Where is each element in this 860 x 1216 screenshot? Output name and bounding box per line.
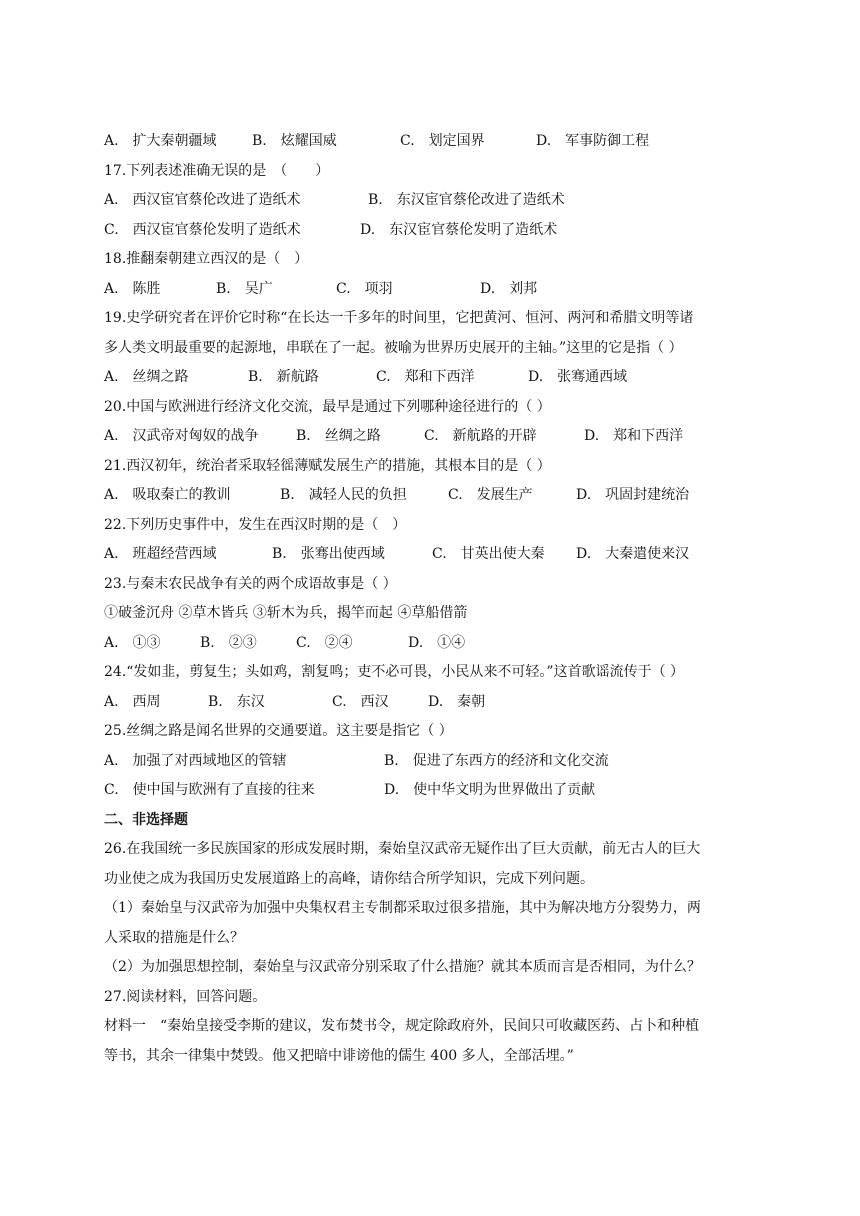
options-q21 <box>104 481 764 511</box>
options-q17-row2 <box>104 216 764 246</box>
options-q20 <box>104 422 764 452</box>
option-a: A. 吸取秦亡的教训 <box>104 487 231 503</box>
option-b: B. 东汉 <box>208 693 265 710</box>
options-q24 <box>104 688 764 718</box>
question-25: 25.丝绸之路是闻名世界的交通要道。这主要是指它（ ） <box>104 723 453 739</box>
option-b: B. 减轻人民的负担 <box>280 487 407 503</box>
options-q25-row2 <box>104 776 764 806</box>
question-26-part1-line2: 人采取的措施是什么？ <box>104 929 244 946</box>
option-b: B. 丝绸之路 <box>296 428 381 444</box>
question-23: 23.与秦末农民战争有关的两个成语故事是（ ） <box>104 575 397 592</box>
option-b: B. 东汉宦官蔡伦改进了造纸术 <box>368 192 565 208</box>
option-d: D. 郑和下西洋 <box>584 428 684 444</box>
option-b: B. 新航路 <box>248 369 319 385</box>
question-21: 21.西汉初年，统治者采取轻徭薄赋发展生产的措施，其根本目的是（ ） <box>104 457 551 474</box>
option-d: D. ①④ <box>408 634 466 651</box>
option-d: D. 东汉宦官蔡伦发明了造纸术 <box>360 221 558 238</box>
option-c: C. 郑和下西洋 <box>376 369 475 385</box>
options-q16 <box>104 127 764 157</box>
option-a: A. 西汉宦官蔡伦改进了造纸术 <box>104 192 301 208</box>
options-q18 <box>104 275 764 305</box>
option-c: C. 发展生产 <box>448 487 533 503</box>
options-q23 <box>104 629 764 659</box>
option-c: C. 项羽 <box>336 280 393 297</box>
option-d: D. 张骞通西域 <box>528 369 628 385</box>
option-b: B. 炫耀国威 <box>252 133 337 149</box>
option-c: C. 西汉宦官蔡伦发明了造纸术 <box>104 221 301 238</box>
option-a: A. 西周 <box>104 693 161 710</box>
question-23-items: ①破釜沉舟 ②草木皆兵 ③斩木为兵，揭竿而起 ④草船借箭 <box>104 605 468 621</box>
option-c: C. 甘英出使大秦 <box>432 546 545 562</box>
question-18: 18.推翻秦朝建立西汉的是（ ） <box>104 251 309 267</box>
option-a: A. 班超经营西域 <box>104 546 217 562</box>
option-a: A. 汉武帝对匈奴的战争 <box>104 428 259 444</box>
question-20: 20.中国与欧洲进行经济文化交流，最早是通过下列哪种途径进行的（ ） <box>104 398 551 415</box>
option-b: B. 吴广 <box>216 280 273 297</box>
option-a: A. 陈胜 <box>104 280 161 297</box>
question-19-line2: 多人类文明最重要的起源地，串联在了一起。被喻为世界历史展开的主轴。”这里的它是指（ ） <box>104 339 683 356</box>
question-26-line2: 功业使之成为我国历史发展道路上的高峰，请你结合所学知识，完成下列问题。 <box>104 870 594 887</box>
option-b: B. 张骞出使西域 <box>272 546 385 562</box>
option-c: C. 使中国与欧洲有了直接的往来 <box>104 782 315 798</box>
section-heading: 二、非选择题 <box>104 811 188 828</box>
options-q19 <box>104 363 764 393</box>
option-d: D. 刘邦 <box>480 280 538 297</box>
option-d: D. 巩固封建统治 <box>576 487 690 503</box>
options-q17-row1 <box>104 186 764 216</box>
question-22: 22.下列历史事件中，发生在西汉时期的是（ ） <box>104 516 407 533</box>
question-26-part1-line1: （1）秦始皇与汉武帝为加强中央集权君主专制都采取过很多措施，其中为解决地方分裂势力，两 <box>104 900 701 916</box>
option-b: B. 促进了东西方的经济和文化交流 <box>384 752 609 769</box>
option-d: D. 军事防御工程 <box>536 133 650 149</box>
question-26-part2: （2）为加强思想控制，秦始皇与汉武帝分别采取了什么措施？就其本质而言是否相同，为什么？ <box>104 959 701 975</box>
option-d: D. 秦朝 <box>428 693 486 710</box>
option-c: C. 西汉 <box>332 693 389 710</box>
question-27: 27.阅读材料，回答问题。 <box>104 988 267 1005</box>
option-c: C. 新航路的开辟 <box>424 428 537 444</box>
option-a: A. ①③ <box>104 634 161 651</box>
material-1-line2: 等书，其余一律集中焚毁。他又把暗中诽谤他的儒生 400 多人，全部活埋。” <box>104 1047 574 1064</box>
option-a: A. 扩大秦朝疆域 <box>104 133 217 149</box>
option-d: D. 使中华文明为世界做出了贡献 <box>384 782 596 798</box>
question-24: 24.“发如韭，剪复生；头如鸡，割复鸣；吏不必可畏，小民从来不可轻。”这首歌谣流传于（ ） <box>104 664 685 680</box>
option-d: D. 大秦遣使来汉 <box>576 546 690 562</box>
option-a: A. 加强了对西域地区的管辖 <box>104 752 287 769</box>
options-q22 <box>104 540 764 570</box>
exam-page <box>104 127 764 1071</box>
option-a: A. 丝绸之路 <box>104 369 189 385</box>
option-b: B. ②③ <box>200 634 257 651</box>
options-q25-row1 <box>104 747 764 777</box>
option-c: C. ②④ <box>296 634 353 651</box>
question-17: 17.下列表述准确无误的是 （ ） <box>104 162 330 179</box>
question-19-line1: 19.史学研究者在评价它时称“在长达一千多年的时间里，它把黄河、恒河、两河和希腊文明等诸 <box>104 310 694 326</box>
question-26-line1: 26.在我国统一多民族国家的形成发展时期，秦始皇汉武帝无疑作出了巨大贡献，前无古人的巨大 <box>104 841 701 857</box>
option-c: C. 划定国界 <box>400 133 485 149</box>
material-1-line1: 材料一 “秦始皇接受李斯的建议，发布焚书令，规定除政府外，民间只可收藏医药、占卜和种植 <box>104 1018 700 1034</box>
